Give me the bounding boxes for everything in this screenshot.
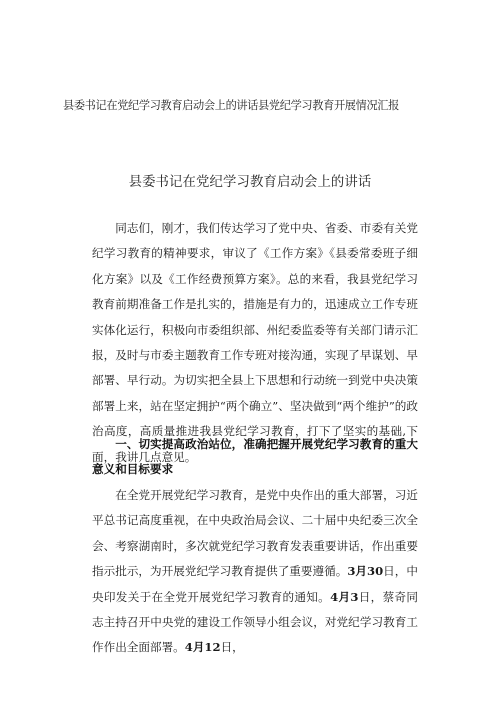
body-paragraph-2 [92, 483, 418, 661]
date-emphasis: 4月3 [330, 589, 359, 604]
date-emphasis: 4月12 [184, 640, 221, 655]
paragraph-text-run: 日，蔡奇同志主持召开中央党的建设工作领导小组会议，对党纪学习教育工作作出全面部署。 [92, 589, 418, 655]
paragraph-text-run: 日，中央印发关于在全党开展党纪学习教育的通知。 [92, 564, 418, 604]
section-heading-1: 一、切实提高政治站位，准确把握开展党纪学习教育的重大意义和目标要求 [92, 437, 418, 477]
paragraph-text-run: 在全党开展党纪学习教育，是党中央作出的重大部署，习近平总书记高度重视，在中央政治局会议、二十届中央纪委三次全会、考察湖南时，多次就党纪学习教育发表重要讲话，作出重要指示批示，为开展党纪学习教育提供了重要遵循。 [92, 488, 418, 579]
document-header-title: 县委书记在党纪学习教育启动会上的讲话县党纪学习教育开展情况汇报 [63, 99, 399, 112]
date-emphasis: 3月30 [347, 564, 384, 579]
paragraph-text: 同志们，刚才，我们传达学习了党中央、省委、市委有关党纪学习教育的精神要求，审议了《工作方案》《县委常委班子细化方案》以及《工作经费预算方案》。总的来看，我县党纪学习教育前期准备工作是扎实的，措施是有力的，迅速成立工作专班实体化运行，积极向市委组织部、州纪委监委等有关部门请示汇报，及时与市委主题教育工作专班对接沟通，实现了早谋划、早部署、早行动。为切实把全县上下思想和行动统一到党中央决策部署上来，站在坚定拥护“两个确立”、坚决做到“两个维护”的政治高度，高质量推进我县党纪学习教育，打下了坚实的基础,下面，我讲几点意见。 [92, 221, 418, 464]
paragraph-text-run: 日， [220, 640, 244, 655]
paragraph-text [92, 483, 418, 661]
speech-title: 县委书记在党纪学习教育启动会上的讲话 [128, 175, 372, 190]
